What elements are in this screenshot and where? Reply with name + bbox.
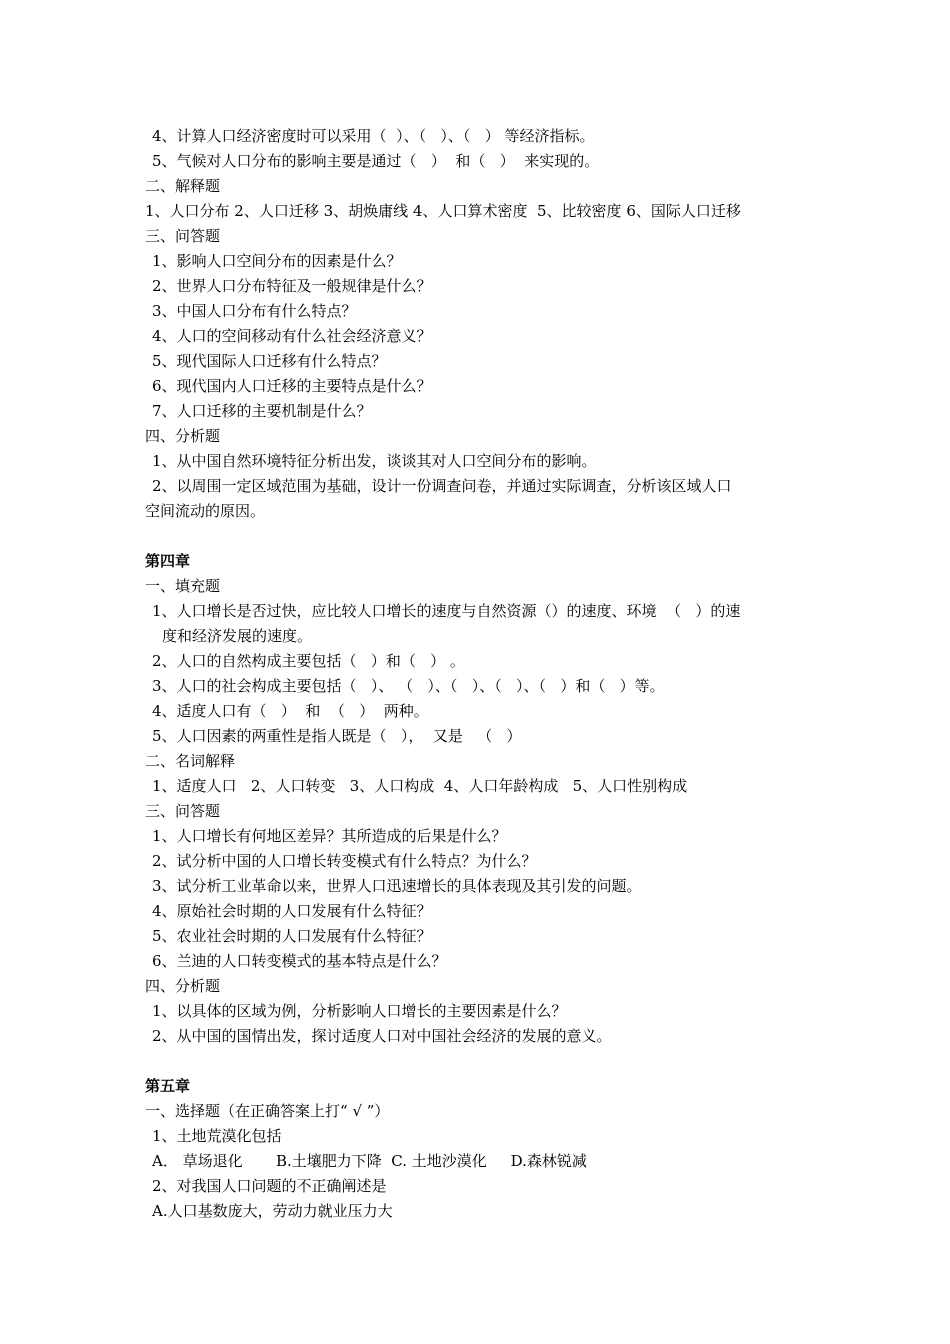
terms-list: 1、适度人口 2、人口转变 3、人口构成 4、人口年龄构成 5、人口性别构成 bbox=[152, 777, 688, 795]
analysis-item: 2、以周围一定区域范围为基础，设计一份调查问卷，并通过实际调查，分析该区域人口 bbox=[152, 477, 732, 495]
fill-question-2: 2、人口的自然构成主要包括（ ）和（ ） 。 bbox=[152, 652, 465, 670]
analysis-item-continued: 空间流动的原因。 bbox=[145, 502, 266, 520]
spacer bbox=[145, 524, 825, 549]
fill-question-5: 5、人口因素的两重性是指人既是（ ）， 又是 （ ） bbox=[152, 727, 522, 745]
fill-question-4: 4、适度人口有（ ） 和 （ ） 两种。 bbox=[152, 702, 429, 720]
fill-question-1-continued: 度和经济发展的速度。 bbox=[162, 627, 313, 645]
fill-question-3: 3、人口的社会构成主要包括（ ）、 （ ）、（ ）、（ ）、（ ）和（ ）等。 bbox=[152, 677, 665, 695]
qa-item: 6、兰迪的人口转变模式的基本特点是什么？ bbox=[152, 952, 447, 970]
qa-item: 1、影响人口空间分布的因素是什么？ bbox=[152, 252, 402, 270]
section-heading-explain: 二、解释题 bbox=[145, 177, 221, 195]
chapter-title: 第五章 bbox=[145, 1077, 191, 1095]
section-heading-terms: 二、名词解释 bbox=[145, 752, 236, 770]
explain-terms: 1、人口分布 2、人口迁移 3、胡焕庸线 4、人口算术密度 5、比较密度 6、国际人口迁移 bbox=[145, 202, 741, 220]
section-heading-qa: 三、问答题 bbox=[145, 227, 221, 245]
fill-question-5: 5、气候对人口分布的影响主要是通过（ ） 和（ ） 来实现的。 bbox=[152, 152, 600, 170]
choice-question-1: 1、土地荒漠化包括 bbox=[152, 1127, 282, 1145]
page-content bbox=[145, 124, 825, 1224]
analysis-item: 2、从中国的国情出发，探讨适度人口对中国社会经济的发展的意义。 bbox=[152, 1027, 612, 1045]
spacer bbox=[145, 1049, 825, 1074]
qa-item: 5、现代国际人口迁移有什么特点？ bbox=[152, 352, 387, 370]
section-heading-qa: 三、问答题 bbox=[145, 802, 221, 820]
fill-question-4: 4、计算人口经济密度时可以采用（ ）、（ ）、（ ） 等经济指标。 bbox=[152, 127, 595, 145]
choice-options-1: A． 草场退化 B.土壤肥力下降 C. 土地沙漠化 D.森林锐减 bbox=[152, 1152, 587, 1170]
choice-question-2: 2、对我国人口问题的不正确阐述是 bbox=[152, 1177, 387, 1195]
section-heading-analysis: 四、分析题 bbox=[145, 427, 221, 445]
qa-item: 3、试分析工业革命以来，世界人口迅速增长的具体表现及其引发的问题。 bbox=[152, 877, 642, 895]
qa-item: 6、现代国内人口迁移的主要特点是什么？ bbox=[152, 377, 432, 395]
qa-item: 1、人口增长有何地区差异？其所造成的后果是什么？ bbox=[152, 827, 507, 845]
qa-item: 2、世界人口分布特征及一般规律是什么？ bbox=[152, 277, 432, 295]
qa-item: 7、人口迁移的主要机制是什么？ bbox=[152, 402, 372, 420]
fill-question-1: 1、人口增长是否过快，应比较人口增长的速度与自然资源（）的速度、环境 （ ）的速 bbox=[152, 602, 741, 620]
qa-item: 4、原始社会时期的人口发展有什么特征？ bbox=[152, 902, 432, 920]
qa-item: 4、人口的空间移动有什么社会经济意义？ bbox=[152, 327, 432, 345]
choice-option-a: A.人口基数庞大，劳动力就业压力大 bbox=[152, 1202, 393, 1220]
analysis-item: 1、以具体的区域为例，分析影响人口增长的主要因素是什么？ bbox=[152, 1002, 567, 1020]
section-heading-fill: 一、填充题 bbox=[145, 577, 221, 595]
qa-item: 3、中国人口分布有什么特点？ bbox=[152, 302, 357, 320]
chapter-title: 第四章 bbox=[145, 552, 191, 570]
section-heading-analysis: 四、分析题 bbox=[145, 977, 221, 995]
section-heading-choice: 一、选择题（在正确答案上打“ √ ”） bbox=[145, 1102, 390, 1120]
qa-item: 5、农业社会时期的人口发展有什么特征？ bbox=[152, 927, 432, 945]
qa-item: 2、试分析中国的人口增长转变模式有什么特点？为什么？ bbox=[152, 852, 537, 870]
analysis-item: 1、从中国自然环境特征分析出发，谈谈其对人口空间分布的影响。 bbox=[152, 452, 597, 470]
